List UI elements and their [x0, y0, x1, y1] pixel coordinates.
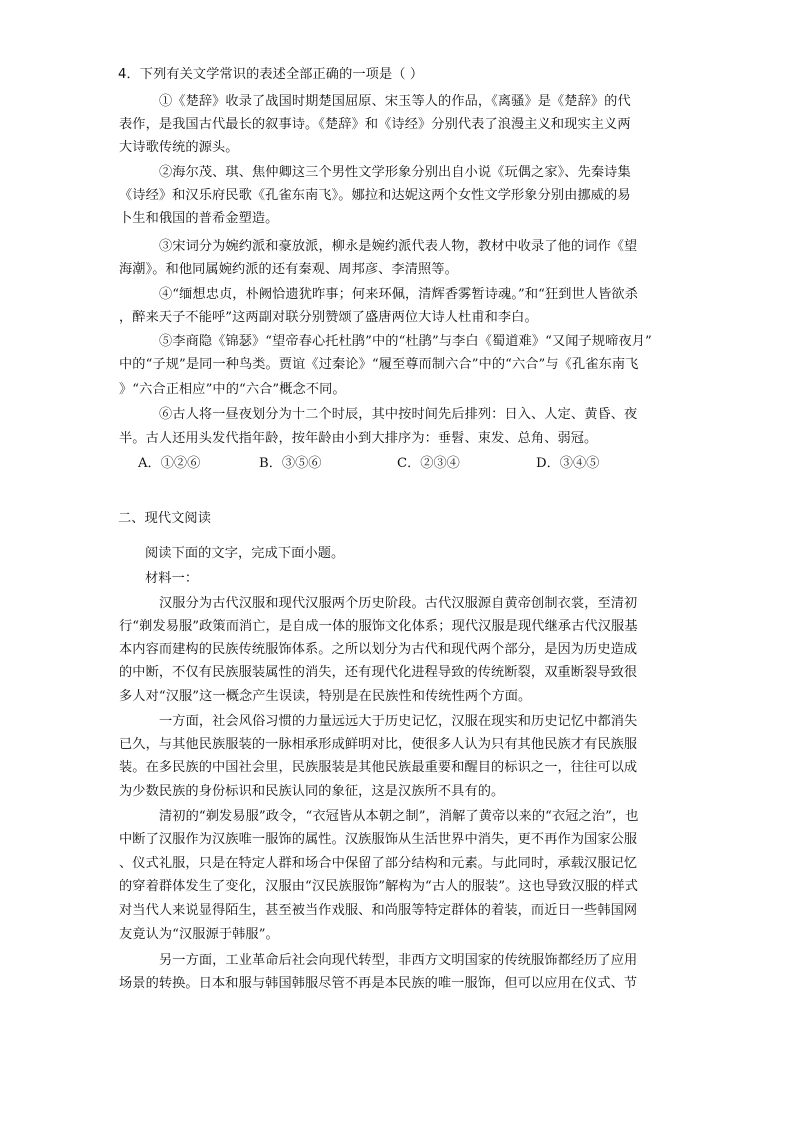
passage-line-17: 场景的转换。日本和服与韩国韩服尽管不再是本民族的唯一服饰，但可以应用在仪式、节 — [119, 976, 638, 991]
passage-line-16: 另一方面，工业革命后社会向现代转型，非西方文明国家的传统服饰都经历了应用 — [159, 953, 638, 968]
q4-line-1: ①《楚辞》收录了战国时期楚国屈原、宋玉等人的作品，《离骚》是《楚辞》的代 — [159, 94, 631, 109]
passage-line-12: 、仪式礼服，只是在特定人群和场合中保留了部分结构和元素。与此同时，承载汉服记忆 — [119, 856, 638, 871]
q4-line-14: ⑥古人将一昼夜划分为十二个时辰，其中按时间先后排列：日入、人定、黄昏、夜 — [159, 407, 638, 422]
q4-line-15: 半。古人还用头发代指年龄，按年龄由小到大排序为：垂髫、束发、总角、弱冠。 — [119, 431, 598, 446]
passage-line-10: 清初的“剃发易服”政令，“衣冠皆从本朝之制”，消解了黄帝以来的“衣冠之治”，也 — [159, 809, 639, 824]
q4-line-7: ③宋词分为婉约派和豪放派，柳永是婉约派代表人物，教材中收录了他的词作《望 — [159, 239, 638, 254]
passage-line-4: 的中断，不仅有民族服装属性的消失，还有现代化进程导致的传统断裂，双重断裂导致很 — [119, 665, 638, 680]
q4-line-4: ②海尔茂、琪、焦仲卿这三个男性文学形象分别出自小说《玩偶之家》、先秦诗集 — [159, 165, 631, 180]
passage-line-15: 友竟认为“汉服源于韩服”。 — [119, 927, 279, 942]
q4-line-6: 卜生和俄国的普希金塑造。 — [119, 211, 279, 226]
passage-line-1: 汉服分为古代汉服和现代汉服两个历史阶段。古代汉服源自黄帝创制衣裳，至清初 — [159, 596, 638, 611]
answer-options — [138, 455, 658, 473]
option-b[interactable]: B．③⑤⑥ — [259, 456, 322, 471]
passage-line-14: 对当代人来说显得陌生，甚至被当作戏服、和尚服等特定群体的着装，而近日一些韩国网 — [119, 903, 638, 918]
q4-line-11: ⑤李商隐《锦瑟》“望帝春心托杜鹃”中的“杜鹃”与李白《蜀道难》“又闻子规啼夜月” — [159, 334, 652, 349]
question-4-stem: 4．下列有关文学常识的表述全部正确的一项是（ ） — [118, 67, 424, 82]
passage-line-3: 本内容而建构的民族传统服饰体系。之所以划分为古代和现代两个部分，是因为历史造成 — [119, 642, 638, 657]
passage-line-7: 已久，与其他民族服装的一脉相承形成鲜明对比，使很多人认为只有其他民族才有民族服 — [119, 737, 638, 752]
passage-line-11: 中断了汉服作为汉族唯一服饰的属性。汉族服饰从生活世界中消失，更不再作为国家公服 — [119, 832, 638, 847]
q4-line-10: ，醉来天子不能呼”这两副对联分别赞颂了盛唐两位大诗人杜甫和李白。 — [119, 310, 538, 325]
q4-line-9: ④“缅想忠贞，朴阙恰遗犹昨事；何来环佩，清辉香雾暂诗魂。”和“狂到世人皆欲杀 — [159, 287, 638, 302]
option-a[interactable]: A．①②⑥ — [138, 456, 201, 471]
reading-instruction: 阅读下面的文字，完成下面小题。 — [145, 546, 345, 561]
option-c[interactable]: C．②③④ — [397, 456, 460, 471]
section-heading: 二、现代文阅读 — [118, 511, 212, 526]
q4-line-5: 《诗经》和汉乐府民歌《孔雀东南飞》。娜拉和达妮这两个女性文学形象分别由挪威的易 — [119, 188, 631, 203]
q4-line-3: 大诗歌传统的源头。 — [119, 140, 239, 155]
passage-line-9: 为少数民族的身份标识和民族认同的象征，这是汉族所不具有的。 — [119, 784, 505, 799]
passage-line-8: 装。在多民族的中国社会里，民族服装是其他民族最重要和醒目的标识之一，往往可以成 — [119, 760, 638, 775]
passage-line-13: 的穿着群体发生了变化，汉服由“汉民族服饰”解构为“古人的服装”。这也导致汉服的样式 — [119, 879, 639, 894]
q4-line-13: 》“六合正相应”中的“六合”概念不同。 — [119, 382, 346, 397]
q4-line-2: 表作，是我国古代最长的叙事诗。《楚辞》和《诗经》分别代表了浪漫主义和现实主义两 — [119, 117, 631, 132]
q4-line-12: 中的“子规”是同一种鸟类。贾谊《过秦论》“履至尊而制六合”中的“六合”与《孔雀东南飞 — [119, 357, 639, 372]
passage-line-5: 多人对“汉服”这一概念产生误读，特别是在民族性和传统性两个方面。 — [119, 689, 532, 704]
q4-line-8: 海潮》。和他同属婉约派的还有秦观、周邦彦、李清照等。 — [119, 262, 458, 277]
passage-line-2: 行“剃发易服”政策而消亡，是自成一体的服饰文化体系；现代汉服是现代继承古代汉服基 — [119, 619, 638, 634]
option-d[interactable]: D．③④⑤ — [536, 456, 600, 471]
passage-line-6: 一方面，社会风俗习惯的力量远远大于历史记忆，汉服在现实和历史记忆中都消失 — [159, 714, 638, 729]
material-label: 材料一： — [145, 571, 199, 586]
